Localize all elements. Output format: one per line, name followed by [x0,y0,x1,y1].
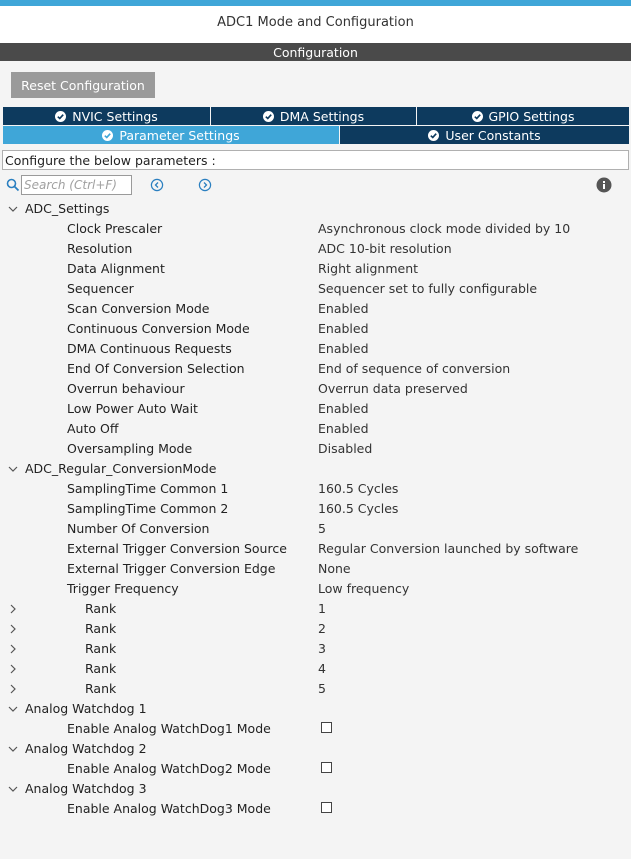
param-label: Clock Prescaler [67,221,163,236]
check-circle-icon [102,130,113,141]
rank-value: 2 [318,621,326,636]
param-row[interactable] [0,239,631,259]
rank-label: Rank [85,621,117,636]
chevron-down-icon[interactable] [7,743,19,755]
param-label: Data Alignment [67,261,165,276]
param-value[interactable]: ADC 10-bit resolution [318,241,452,256]
param-label: Sequencer [67,281,134,296]
param-value[interactable]: Overrun data preserved [318,381,468,396]
param-row[interactable] [0,539,631,559]
tab-label: DMA Settings [279,108,365,124]
check-circle-icon [428,130,439,141]
param-row[interactable] [0,279,631,299]
param-row[interactable] [0,579,631,599]
tab-label: Parameter Settings [119,127,240,143]
group-label: Analog Watchdog 2 [25,741,147,756]
check-circle-icon [55,111,66,122]
chevron-down-icon[interactable] [7,203,19,215]
rank-value: 1 [318,601,326,616]
param-label: Trigger Frequency [67,581,179,596]
watchdog3-checkbox[interactable] [321,802,332,813]
rank-value: 3 [318,641,326,656]
param-row[interactable] [0,399,631,419]
param-label: Auto Off [67,421,119,436]
param-row[interactable] [0,559,631,579]
rank-label: Rank [85,681,117,696]
param-row[interactable] [0,419,631,439]
param-value[interactable]: None [318,561,351,576]
param-label: Resolution [67,241,133,256]
param-label: SamplingTime Common 1 [67,481,229,496]
parameter-tree [0,199,631,819]
param-value[interactable]: 160.5 Cycles [318,481,399,496]
param-value[interactable]: Enabled [318,321,369,336]
group-label: Analog Watchdog 3 [25,781,147,796]
group-analog-watchdog-1[interactable] [0,699,631,719]
group-label: Analog Watchdog 1 [25,701,147,716]
param-row[interactable] [0,319,631,339]
group-label: ADC_Regular_ConversionMode [25,461,217,476]
param-row[interactable] [0,359,631,379]
configure-instructions: Configure the below parameters : [2,150,629,170]
param-value[interactable]: Sequencer set to fully configurable [318,281,538,296]
param-value[interactable]: Enabled [318,341,369,356]
tab-label: User Constants [445,127,541,143]
watchdog2-checkbox[interactable] [321,762,332,773]
rank-value: 5 [318,681,326,696]
param-label: Enable Analog WatchDog1 Mode [67,721,271,736]
rank-row[interactable] [0,639,631,659]
rank-value: 4 [318,661,326,676]
search-icon [6,178,20,192]
param-row[interactable] [0,499,631,519]
param-label: End Of Conversion Selection [67,361,245,376]
param-row[interactable] [0,719,631,739]
param-label: Continuous Conversion Mode [67,321,250,336]
watchdog1-checkbox[interactable] [321,722,332,733]
param-value[interactable]: Right alignment [318,261,419,276]
chevron-down-icon[interactable] [7,463,19,475]
tab-label: NVIC Settings [72,108,158,124]
param-value[interactable]: Enabled [318,401,369,416]
tab-user-constants[interactable] [340,126,629,144]
param-row[interactable] [0,479,631,499]
param-row[interactable] [0,519,631,539]
rank-label: Rank [85,661,117,676]
info-icon[interactable] [596,177,612,193]
tab-nvic-settings[interactable] [3,107,210,125]
group-adc-settings[interactable] [0,199,631,219]
search-input[interactable] [21,175,132,195]
group-analog-watchdog-2[interactable] [0,739,631,759]
param-value[interactable]: Enabled [318,301,369,316]
chevron-down-icon[interactable] [7,703,19,715]
chevron-down-icon[interactable] [7,783,19,795]
param-value[interactable]: Regular Conversion launched by software [318,541,579,556]
param-row[interactable] [0,219,631,239]
param-row[interactable] [0,259,631,279]
param-row[interactable] [0,439,631,459]
param-row[interactable] [0,759,631,779]
param-value[interactable]: Low frequency [318,581,410,596]
param-label: Number Of Conversion [67,521,210,536]
param-value[interactable]: Enabled [318,421,369,436]
param-value[interactable]: Asynchronous clock mode divided by 10 [318,221,571,236]
window-title: ADC1 Mode and Configuration [0,6,631,39]
param-row[interactable] [0,339,631,359]
param-value[interactable]: 160.5 Cycles [318,501,399,516]
chevron-right-icon[interactable] [7,643,19,655]
reset-configuration-button[interactable]: Reset Configuration [11,72,155,98]
param-label: Enable Analog WatchDog2 Mode [67,761,271,776]
param-label: Low Power Auto Wait [67,401,198,416]
group-label: ADC_Settings [25,201,110,216]
configuration-bar: Configuration [0,43,631,61]
param-label: External Trigger Conversion Edge [67,561,276,576]
rank-label: Rank [85,601,117,616]
param-label: Oversampling Mode [67,441,193,456]
next-result-icon[interactable] [198,178,212,192]
rank-row[interactable] [0,599,631,619]
check-circle-icon [263,111,274,122]
tab-parameter-settings[interactable] [3,126,339,144]
param-row[interactable] [0,299,631,319]
param-value[interactable]: End of sequence of conversion [318,361,511,376]
param-label: Overrun behaviour [67,381,185,396]
rank-row[interactable] [0,659,631,679]
param-label: External Trigger Conversion Source [67,541,287,556]
group-adc-regular-conversion-mode[interactable] [0,459,631,479]
rank-row[interactable] [0,619,631,639]
previous-result-icon[interactable] [150,178,164,192]
param-label: DMA Continuous Requests [67,341,232,356]
rank-label: Rank [85,641,117,656]
tab-dma-settings[interactable] [211,107,416,125]
param-label: Enable Analog WatchDog3 Mode [67,801,271,816]
tab-label: GPIO Settings [488,108,575,124]
param-label: SamplingTime Common 2 [67,501,229,516]
rank-row[interactable] [0,679,631,699]
chevron-right-icon[interactable] [7,683,19,695]
group-analog-watchdog-3[interactable] [0,779,631,799]
param-label: Scan Conversion Mode [67,301,210,316]
check-circle-icon [472,111,483,122]
param-value[interactable]: 5 [318,521,326,536]
param-row[interactable] [0,379,631,399]
param-row[interactable] [0,799,631,819]
param-value[interactable]: Disabled [318,441,373,456]
chevron-right-icon[interactable] [7,623,19,635]
chevron-right-icon[interactable] [7,663,19,675]
chevron-right-icon[interactable] [7,603,19,615]
tab-gpio-settings[interactable] [417,107,629,125]
